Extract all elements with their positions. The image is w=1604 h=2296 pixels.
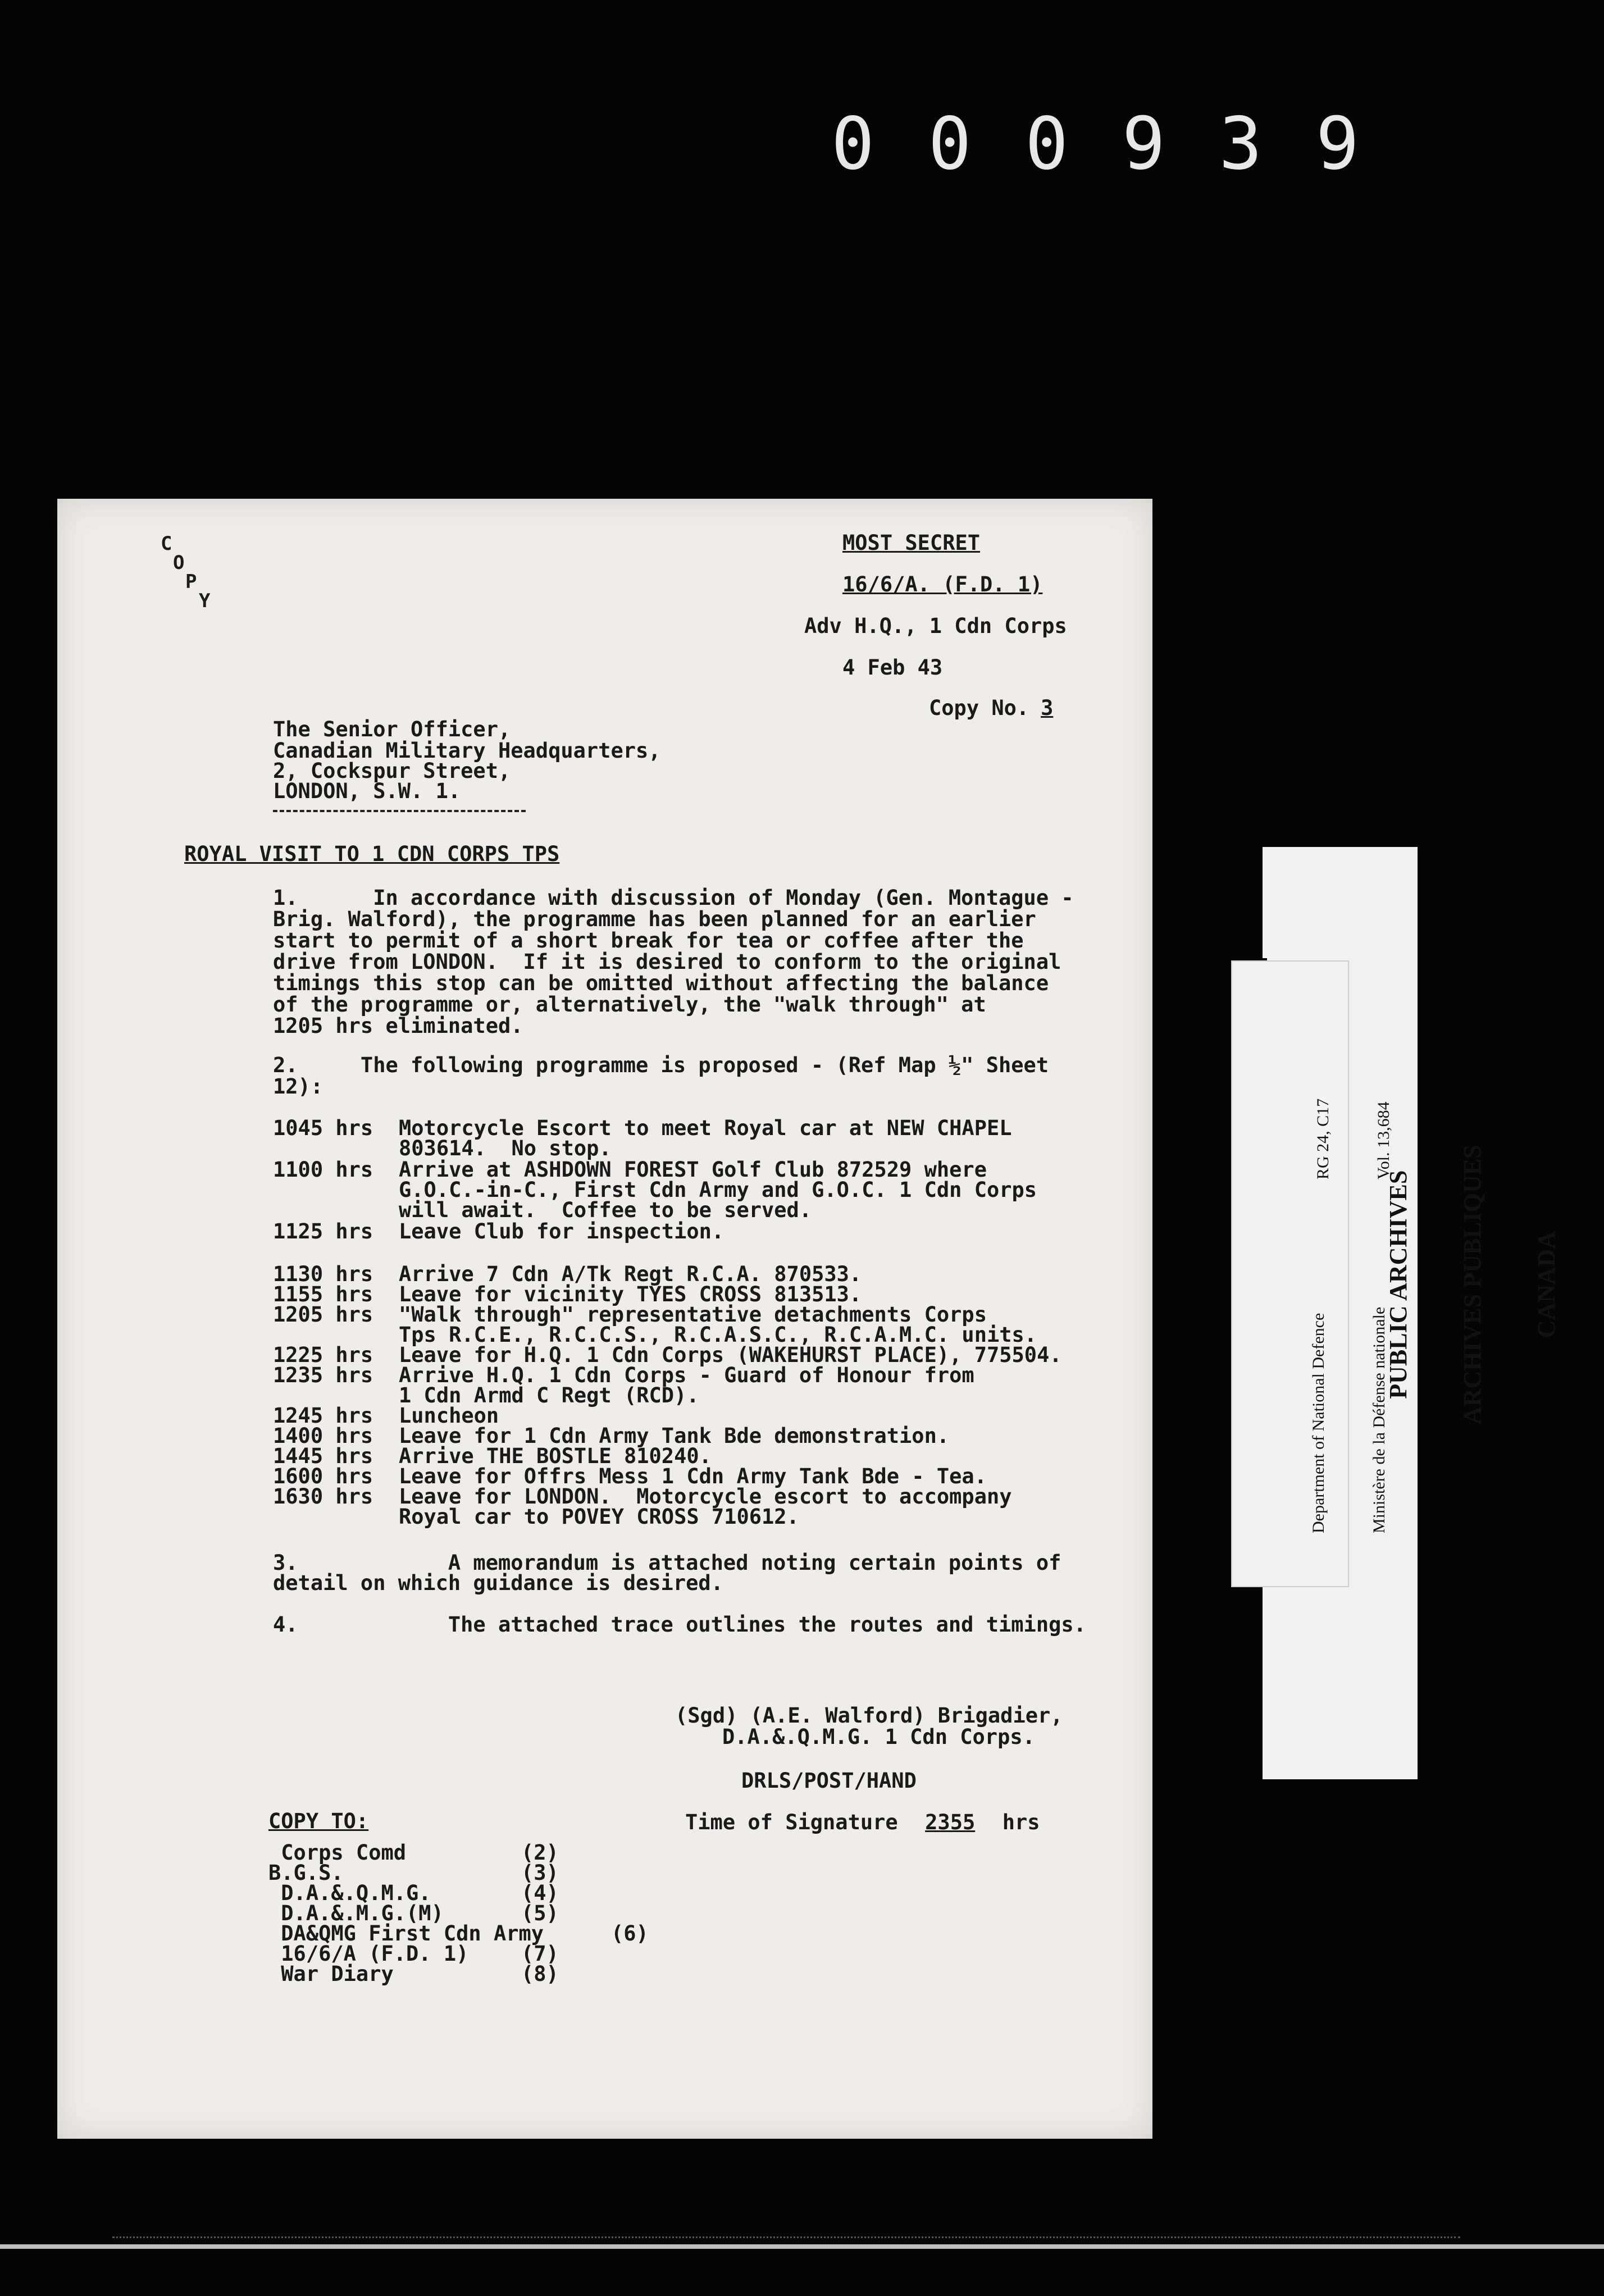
programme-detail: Arrive THE BOSTLE 810240. (399, 1444, 712, 1468)
copy-to-name: B.G.S. (268, 1861, 344, 1885)
copy-mark-letter: P (185, 571, 197, 593)
programme-detail: Leave for vicinity TYES CROSS 813513. (399, 1282, 862, 1306)
file-reference: 16/6/A. (F.D. 1) (842, 572, 1043, 596)
paragraph-line: 1205 hrs eliminated. (273, 1014, 523, 1038)
addressee-line: The Senior Officer, (273, 717, 511, 741)
paragraph-line: 1. In accordance with discussion of Monday (Gen. Montague - (273, 886, 1074, 910)
programme-time: 1100 hrs (273, 1158, 373, 1182)
paragraph-line: of the programme or, alternatively, the "walk through" at (273, 992, 986, 1017)
copy-to-number: (2) (521, 1841, 559, 1865)
paragraph-line: detail on which guidance is desired. (273, 1571, 723, 1595)
archives-line: ARCHIVES PUBLIQUES (1459, 1145, 1486, 1424)
programme-detail: Royal car to POVEY CROSS 710612. (399, 1505, 799, 1529)
film-edge-line (0, 2244, 1604, 2249)
frame-digit: 0 (1025, 102, 1069, 186)
copy-number-value: 3 (1041, 696, 1054, 720)
public-archives-label (1337, 1145, 1584, 1424)
copy-to-number: (6) (611, 1921, 649, 1946)
paragraph-line: timings this stop can be omitted without affecting the balance (273, 971, 1049, 995)
signature-line: (Sgd) (A.E. Walford) Brigadier, (675, 1703, 1063, 1728)
copy-to-number: (4) (521, 1881, 559, 1905)
delivery-method: DRLS/POST/HAND (741, 1769, 917, 1793)
programme-time: 1045 hrs (273, 1116, 373, 1140)
copy-to-name: 16/6/A (F.D. 1) (268, 1942, 469, 1966)
programme-detail: Arrive at ASHDOWN FOREST Golf Club 872529 where (399, 1158, 987, 1182)
programme-detail: Leave for H.Q. 1 Cdn Corps (WAKEHURST PLACE), 775504. (399, 1343, 1062, 1367)
copy-to-number: (5) (521, 1901, 559, 1925)
programme-detail: Leave Club for inspection. (399, 1219, 724, 1243)
copy-mark-letter: Y (199, 590, 211, 612)
programme-detail: Leave for Offrs Mess 1 Cdn Army Tank Bde - Tea. (399, 1464, 987, 1488)
programme-detail: G.O.C.-in-C., First Cdn Army and G.O.C. 1 Cdn Corps (399, 1178, 1037, 1202)
signature-line: D.A.&.Q.M.G. 1 Cdn Corps. (722, 1725, 1035, 1749)
document-page (57, 499, 1152, 2139)
programme-time: 1235 hrs (273, 1363, 373, 1387)
paragraph-4: 4. The attached trace outlines the routes and timings. (273, 1612, 1086, 1637)
classification: MOST SECRET (842, 531, 981, 555)
programme-detail: Arrive 7 Cdn A/Tk Regt R.C.A. 870533. (399, 1262, 862, 1286)
copy-number (929, 698, 1065, 719)
origin: Adv H.Q., 1 Cdn Corps (804, 614, 1067, 638)
programme-time: 1125 hrs (273, 1219, 373, 1243)
copy-mark-letter: O (173, 552, 185, 574)
frame-digit: 0 (831, 102, 875, 186)
address-divider (273, 810, 526, 812)
archives-line: CANADA (1533, 1231, 1560, 1338)
copy-to-name: D.A.&.M.G.(M) (268, 1901, 444, 1925)
paragraph-line: 3. A memorandum is attached noting certain points of (273, 1551, 1061, 1575)
archives-line: PUBLIC ARCHIVES (1384, 1170, 1412, 1399)
frame-digit: 3 (1219, 102, 1263, 186)
addressee-line: Canadian Military Headquarters, (273, 739, 661, 763)
copy-to-number: (7) (521, 1942, 559, 1966)
programme-detail: Leave for 1 Cdn Army Tank Bde demonstration. (399, 1424, 950, 1448)
programme-detail: Luncheon (399, 1404, 499, 1428)
programme-detail: "Walk through" representative detachments Corps (399, 1302, 987, 1327)
paragraph-line: 12): (273, 1074, 323, 1099)
time-of-signature-value: 2355 (925, 1810, 976, 1834)
frame-digit: 0 (928, 102, 972, 186)
copy-to-heading: COPY TO: (268, 1809, 369, 1833)
department-line: Department of National Defence (1309, 1313, 1328, 1533)
programme-time: 1630 hrs (273, 1484, 373, 1509)
programme-time: 1205 hrs (273, 1302, 373, 1327)
frame-number (831, 102, 1359, 186)
date: 4 Feb 43 (842, 655, 943, 680)
addressee-line: LONDON, S.W. 1. (273, 779, 461, 803)
time-of-signature-unit: hrs (1002, 1810, 1040, 1834)
programme-detail: Leave for LONDON. Motorcycle escort to accompany (399, 1484, 1012, 1509)
reference-line: RG 24, C17 (1314, 1098, 1332, 1179)
programme-time: 1225 hrs (273, 1343, 373, 1367)
department-line: Ministère de la Défense nationale (1370, 1306, 1388, 1533)
paragraph-line: Brig. Walford), the programme has been planned for an earlier (273, 907, 1036, 931)
addressee-line: 2, Cockspur Street, (273, 759, 511, 783)
subject-heading: ROYAL VISIT TO 1 CDN CORPS TPS (184, 842, 560, 866)
reference-line: Vol. 13,684 (1374, 1101, 1393, 1179)
programme-detail: 1 Cdn Armd C Regt (RCD). (399, 1383, 699, 1407)
time-of-signature-label: Time of Signature (685, 1810, 898, 1834)
copy-to-number: (3) (521, 1861, 559, 1885)
copy-to-number: (8) (521, 1962, 559, 1986)
programme-detail: Tps R.C.E., R.C.C.S., R.C.A.S.C., R.C.A.M.C. units. (399, 1323, 1037, 1347)
copy-to-name: DA&QMG First Cdn Army (268, 1921, 544, 1946)
programme-detail: 803614. No stop. (399, 1136, 612, 1160)
copy-to-name: Corps Comd (268, 1841, 407, 1865)
film-edge-dots (112, 2236, 1460, 2240)
programme-detail: will await. Coffee to be served. (399, 1198, 812, 1222)
paragraph-line: drive from LONDON. If it is desired to conform to the original (273, 950, 1061, 974)
programme-detail: Arrive H.Q. 1 Cdn Corps - Guard of Honour from (399, 1363, 974, 1387)
time-of-signature (685, 1812, 1040, 1833)
copy-number-label: Copy No. (929, 696, 1029, 720)
programme-detail: Motorcycle Escort to meet Royal car at NEW CHAPEL (399, 1116, 1012, 1140)
programme-time: 1400 hrs (273, 1424, 373, 1448)
copy-to-name: D.A.&.Q.M.G. (268, 1881, 431, 1905)
paragraph-line: 2. The following programme is proposed - (Ref Map ½" Sheet (273, 1053, 1049, 1077)
copy-mark-letter: C (161, 532, 172, 555)
programme-time: 1445 hrs (273, 1444, 373, 1468)
programme-time: 1600 hrs (273, 1464, 373, 1488)
copy-to-name: War Diary (268, 1962, 394, 1986)
programme-time: 1130 hrs (273, 1262, 373, 1286)
programme-time: 1155 hrs (273, 1282, 373, 1306)
frame-digit: 9 (1315, 102, 1359, 186)
frame-digit: 9 (1122, 102, 1165, 186)
programme-time: 1245 hrs (273, 1404, 373, 1428)
paragraph-line: start to permit of a short break for tea or coffee after the (273, 928, 1024, 953)
